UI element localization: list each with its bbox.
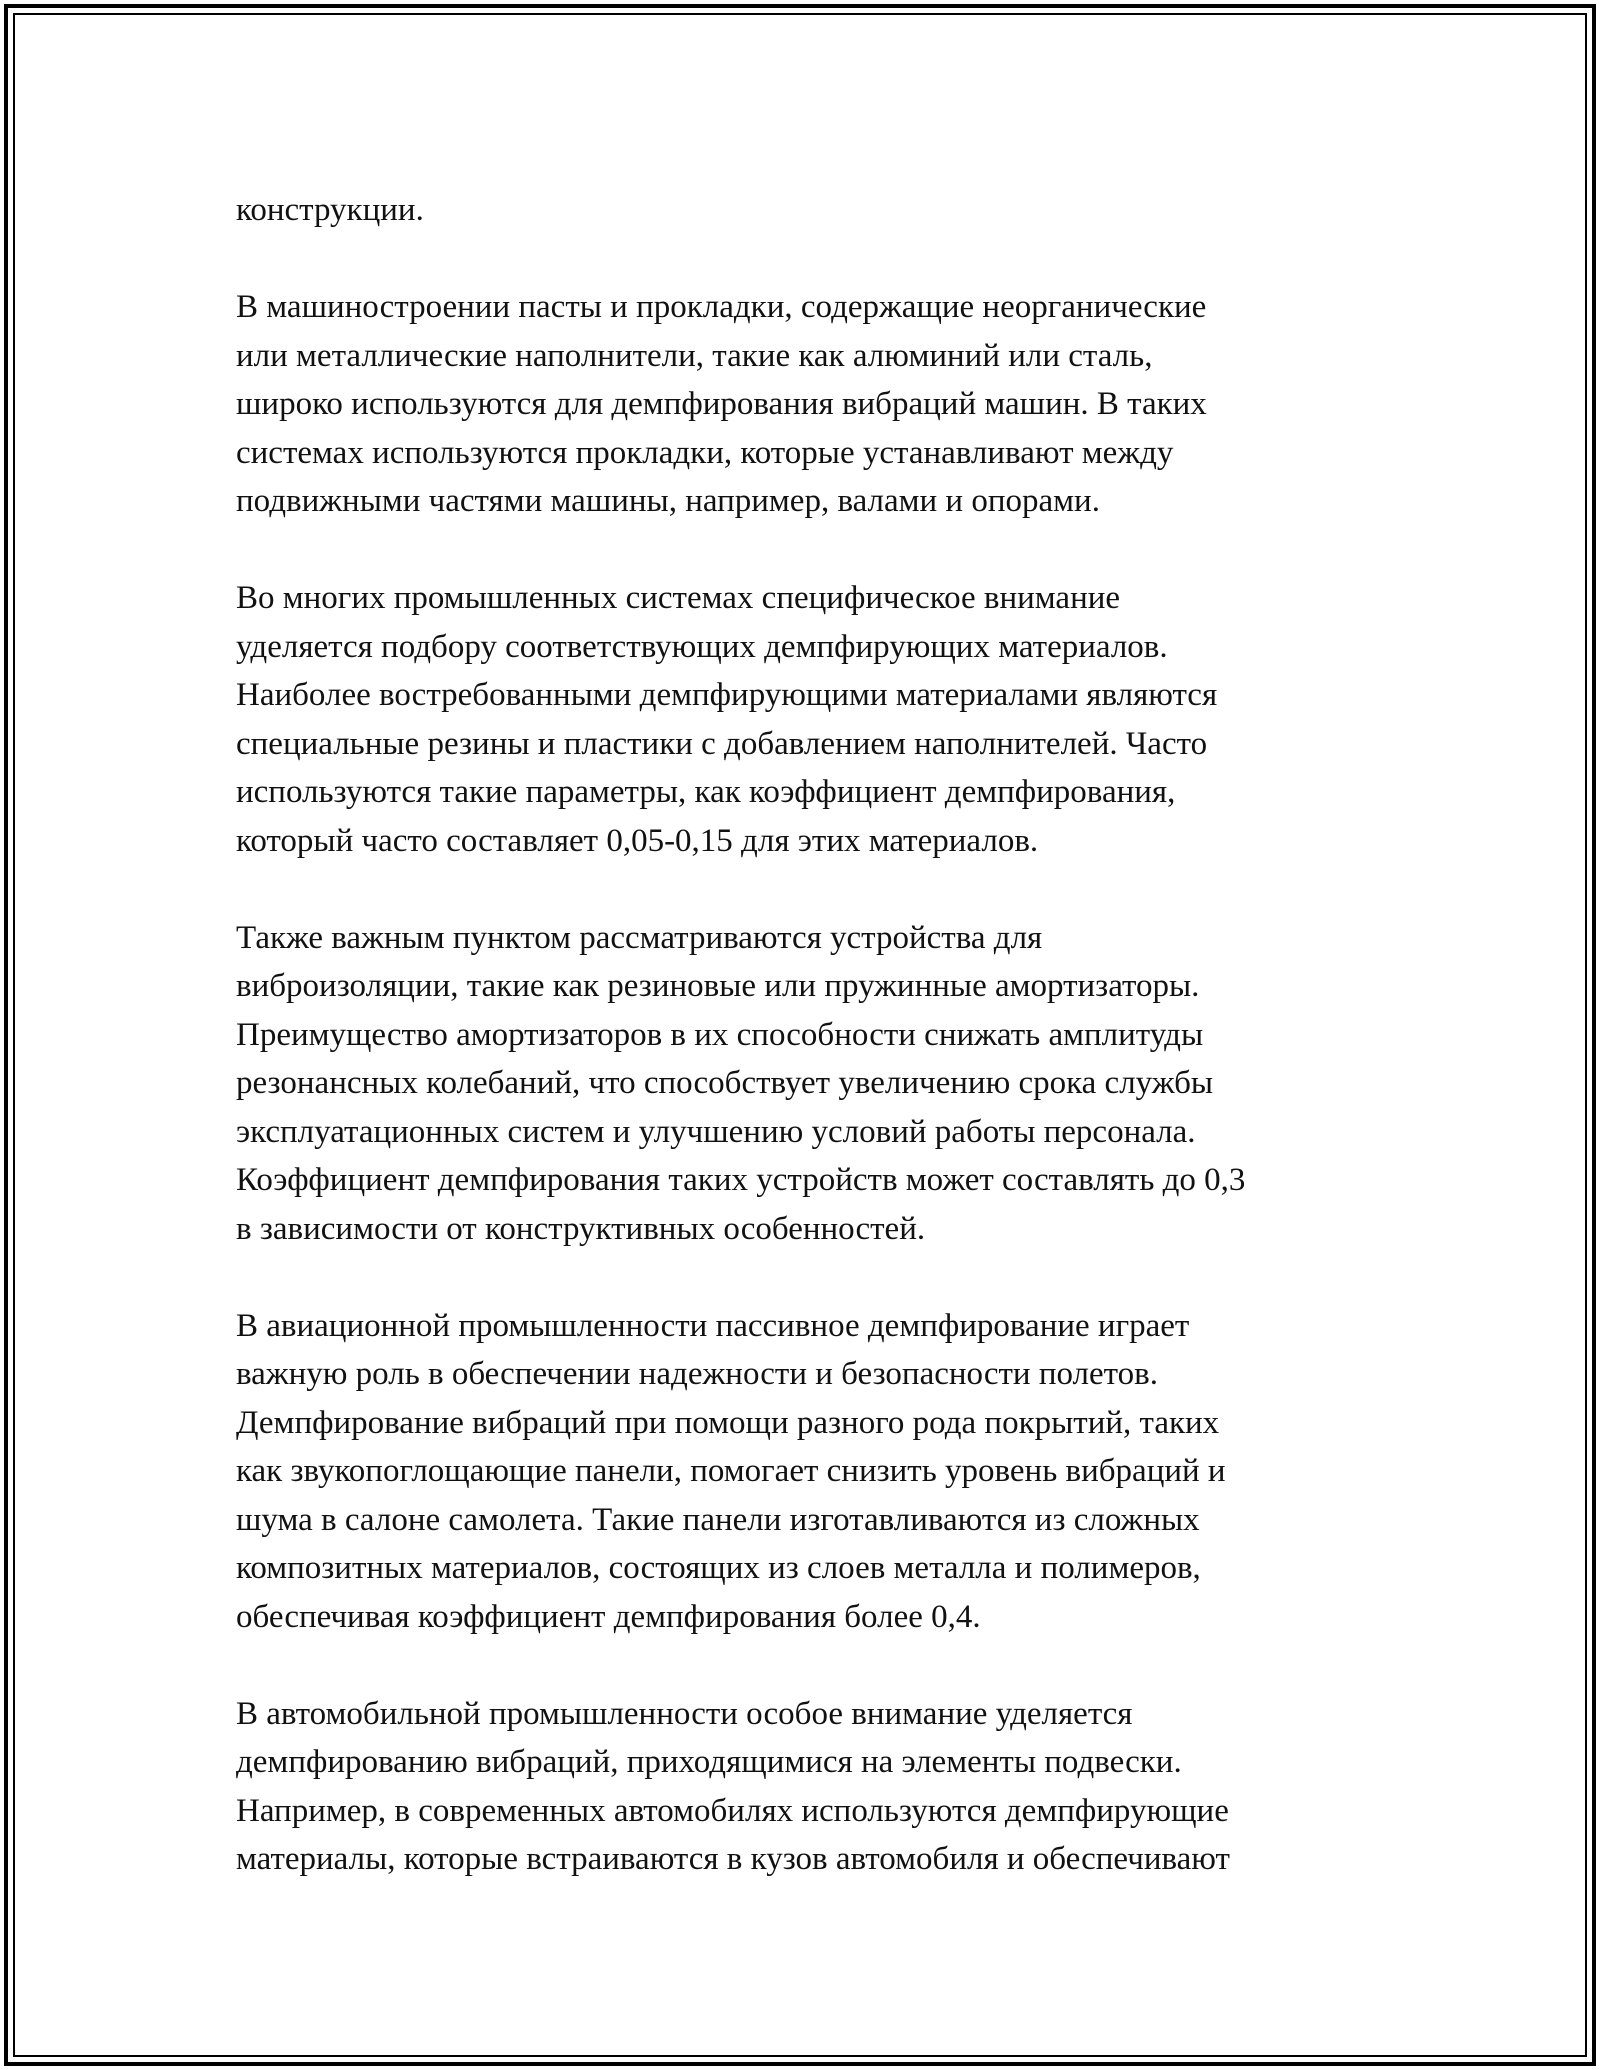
text-line: обеспечивая коэффициент демпфирования более 0,4.: [236, 1598, 981, 1635]
text-line: подвижными частями машины, например, валами и опорами.: [236, 483, 1100, 519]
paragraph-vibration-isolation: [236, 914, 1386, 1254]
text-line: или металлические наполнители, такие как алюминий или сталь,: [236, 337, 1153, 374]
text-line: Во многих промышленных системах специфическое внимание: [236, 580, 1121, 616]
text-line: используются такие параметры, как коэффициент демпфирования,: [236, 774, 1176, 810]
text-line: шума в салоне самолета. Такие панели изготавливаются из сложных: [236, 1501, 1200, 1538]
text-line: Преимущество амортизаторов в их способности снижать амплитуды: [236, 1016, 1204, 1053]
text-line: важную роль в обеспечении надежности и безопасности полетов.: [236, 1356, 1158, 1392]
text-line: специальные резины и пластики с добавлением наполнителей. Часто: [236, 725, 1208, 762]
paragraph-mechanical-engineering: [236, 283, 1386, 526]
text-line: в зависимости от конструктивных особенностей.: [236, 1210, 926, 1247]
text-line: резонансных колебаний, что способствует увеличению срока службы: [236, 1065, 1214, 1101]
text-line: Наиболее востребованными демпфирующими материалами являются: [236, 677, 1218, 713]
document-body: [236, 186, 1386, 1884]
text-line: композитных материалов, состоящих из слоев металла и полимеров,: [236, 1550, 1201, 1586]
paragraph-automotive: [236, 1690, 1386, 1884]
text-line: который часто составляет 0,05-0,15 для этих материалов.: [236, 822, 1039, 859]
text-line: материалы, которые встраиваются в кузов автомобиля и обеспечивают: [236, 1841, 1230, 1877]
text-line: уделяется подбору соответствующих демпфирующих материалов.: [236, 628, 1168, 665]
text-line: виброизоляции, такие как резиновые или пружинные амортизаторы.: [236, 968, 1200, 1004]
text-line: Коэффициент демпфирования таких устройств может составлять до 0,3: [236, 1162, 1246, 1198]
text-line: В автомобильной промышленности особое внимание уделяется: [236, 1695, 1133, 1732]
text-line: широко используются для демпфирования вибраций машин. В таких: [236, 386, 1207, 422]
text-line: В авиационной промышленности пассивное демпфирование играет: [236, 1307, 1190, 1344]
text-line: Также важным пунктом рассматриваются устройства для: [236, 919, 1043, 956]
text-line: Демпфирование вибраций при помощи разного рода покрытий, таких: [236, 1404, 1220, 1441]
paragraph-continuation: [236, 186, 1386, 235]
paragraph-industrial-systems: [236, 574, 1386, 865]
text-line: конструкции.: [236, 192, 424, 228]
paragraph-aviation: [236, 1302, 1386, 1642]
text-line: как звукопоглощающие панели, помогает снизить уровень вибраций и: [236, 1453, 1226, 1489]
text-line: демпфированию вибраций, приходящимися на элементы подвески.: [236, 1744, 1182, 1780]
text-line: эксплуатационных систем и улучшению условий работы персонала.: [236, 1113, 1196, 1150]
text-line: системах используются прокладки, которые устанавливают между: [236, 434, 1174, 471]
text-line: Например, в современных автомобилях используются демпфирующие: [236, 1792, 1229, 1829]
text-line: В машиностроении пасты и прокладки, содержащие неорганические: [236, 289, 1207, 325]
